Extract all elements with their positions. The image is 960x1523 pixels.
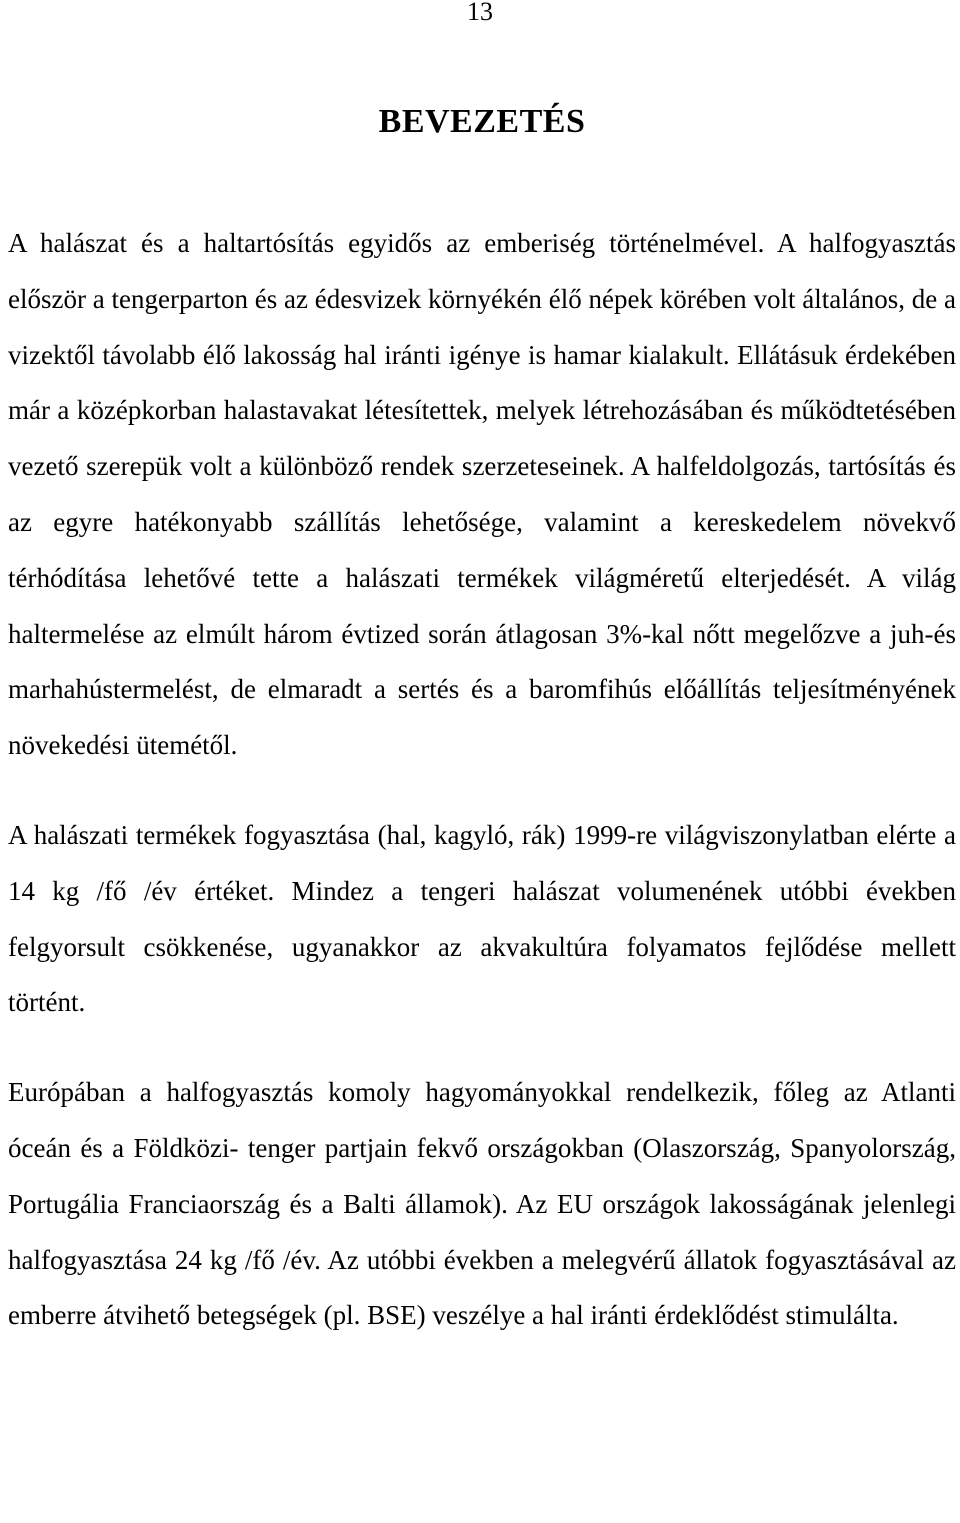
paragraph-1: A halászat és a haltartósítás egyidős az emberiség történelmével. A halfogyasztás először a tengerparton és az édesvizek környékén élő népek körében volt általános, de a vizektől távolabb élő lakosság hal iránti igénye is hamar kialakult. Ellátásuk érdekében már a középkorban halastavakat létesítettek, melyek létrehozásában és működtetésében vezető szerepük volt a különböző rendek szerzeteseinek. A halfeldolgozás, tartósítás és az egyre hatékonyabb szállítás lehetősége, valamint a kereskedelem növekvő térhódítása lehetővé tette a halászati termékek világméretű elterjedését. A világ haltermelése az elmúlt három évtized során átlagosan 3%-kal nőtt megelőzve a juh-és marhahústermelést, de elmaradt a sertés és a baromfihús előállítás teljesítményének növekedési ütemétől. [8, 228, 956, 761]
page-number: 13 [467, 0, 493, 26]
body-text [8, 216, 956, 1378]
section-title: BEVEZETÉS [378, 103, 586, 140]
paragraph-2: A halászati termékek fogyasztása (hal, kagyló, rák) 1999-re világviszonylatban elérte a 14 kg /fő /év értéket. Mindez a tengeri halászat volumenének utóbbi években felgyorsult csökkenése, ugyanakkor az akvakultúra folyamatos fejlődése mellett történt. [8, 819, 956, 1018]
paragraph-3: Európában a halfogyasztás komoly hagyományokkal rendelkezik, főleg az Atlanti óceán és a Földközi- tenger partjain fekvő országokban (Olaszország, Spanyolország, Portugália Franciaország és a Balti államok). Az EU országok lakosságának jelenlegi halfogyasztása 24 kg /fő /év. Az utóbbi években a melegvérű állatok fogyasztásával az emberre átvihető betegségek (pl. BSE) veszélye a hal iránti érdeklődést stimulálta. [8, 1077, 956, 1331]
